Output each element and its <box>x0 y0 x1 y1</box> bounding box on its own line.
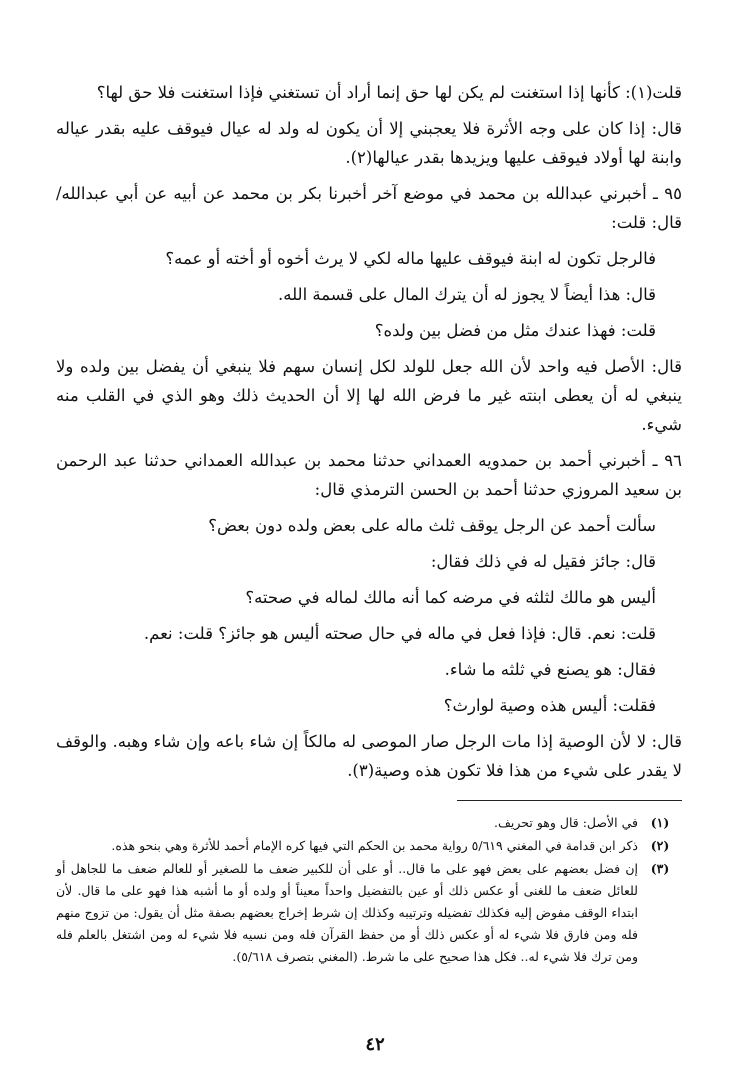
paragraph: قال: هذا أيضاً لا يجوز له أن يترك المال على قسمة الله. <box>278 285 656 304</box>
footnote-divider <box>457 800 682 801</box>
footnote-number: (٢) <box>650 838 670 853</box>
paragraph: ٩٥ ـ أخبرني عبدالله بن محمد في موضع آخر أخبرنا بكر بن محمد عن أبيه عن أبي عبدالله/قال: قلت: <box>56 184 682 232</box>
footnote-text: ذكر ابن قدامة في المغني ٥/٦١٩ رواية محمد بن الحكم التي فيها كره الإمام أحمد للأثرة وهي بنحو هذه. <box>111 838 638 853</box>
paragraph: قال: لا لأن الوصية إذا مات الرجل صار الموصى له مالكاً إن شاء باعه وإن شاء وهبه. والوقف لا يقدر على شيء من هذا فلا تكون هذه وصية(٣). <box>56 732 682 780</box>
paragraph: فالرجل تكون له ابنة فيوقف عليها ماله لكي لا يرث أخوه أو أخته أو عمه؟ <box>165 249 656 268</box>
footnotes <box>56 812 682 969</box>
paragraph: قلت: فهذا عندك مثل من فضل بين ولده؟ <box>374 321 656 340</box>
paragraph: فقلت: أليس هذه وصية لوارث؟ <box>443 696 656 715</box>
footnote <box>56 812 682 834</box>
paragraph: قلت(١): كأنها إذا استغنت لم يكن لها حق إنما أراد أن تستغني فإذا استغنت فلا حق لها؟ <box>96 83 682 102</box>
paragraph: قال: الأصل فيه واحد لأن الله جعل للولد لكل إنسان سهم فلا ينبغي أن يفضل بين ولده ولا ينبغي له أن يعطى ابنته غير ما فرض الله لها إلا أن الحديث ذلك وهو الذي في القلب منه شيء. <box>56 357 682 434</box>
paragraph: فقال: هو يصنع في ثلثه ما شاء. <box>444 660 656 679</box>
main-text <box>56 78 682 792</box>
footnote <box>56 835 682 857</box>
footnote-text: إن فضل بعضهم على بعض فهو على ما قال.. أو على أن للكبير ضعف ما للصغير أو للعالم ضعف ما للجاهل أو للعائل ضعف ما للغنى أو عكس ذلك أو عين بالتفضيل واحداً معيناً أو ولده أو ما أشبه هذا فهو على ما قال. لأن ابتداء الوقف مفوض إليه فكذلك تفضيله وترتيبه وكذلك إن شرط إخراج بعضهم بصفة مثل أن يقول: من تزوج منهم فله ومن فارق فلا شيء له أو عكس ذلك أو من حفظ القرآن فله ومن نسيه فلا شيء له ومن اشتغل بالعلم فله ومن ترك فلا شيء له.. فكل هذا صحيح على ما شرط. (المغني بتصرف ٥/٦١٨). <box>56 861 638 964</box>
paragraph: قال: جائز فقيل له في ذلك فقال: <box>430 552 656 571</box>
footnote-text: في الأصل: قال وهو تحريف. <box>494 815 638 830</box>
footnote-number: (١) <box>650 815 670 830</box>
paragraph: أليس هو مالك لثلثه في مرضه كما أنه مالك لماله في صحته؟ <box>245 588 656 607</box>
paragraph: ٩٦ ـ أخبرني أحمد بن حمدويه العمداني حدثنا محمد بن عبدالله العمداني حدثنا عبد الرحمن بن سعيد المروزي حدثنا أحمد بن الحسن الترمذي قال: <box>56 451 682 499</box>
paragraph: قلت: نعم. قال: فإذا فعل في ماله في حال صحته أليس هو جائز؟ قلت: نعم. <box>143 624 656 643</box>
footnote-number: (٣) <box>650 861 670 876</box>
paragraph: قال: إذا كان على وجه الأثرة فلا يعجبني إلا أن يكون له ولد له عيال فيوقف عليه بقدر عياله وابنة لها أولاد فيوقف عليها ويزيدها بقدر عيالها(٢). <box>56 119 682 167</box>
footnote <box>56 858 682 968</box>
page-number: ٤٢ <box>365 1034 385 1055</box>
paragraph: سألت أحمد عن الرجل يوقف ثلث ماله على بعض ولده دون بعض؟ <box>208 516 656 535</box>
